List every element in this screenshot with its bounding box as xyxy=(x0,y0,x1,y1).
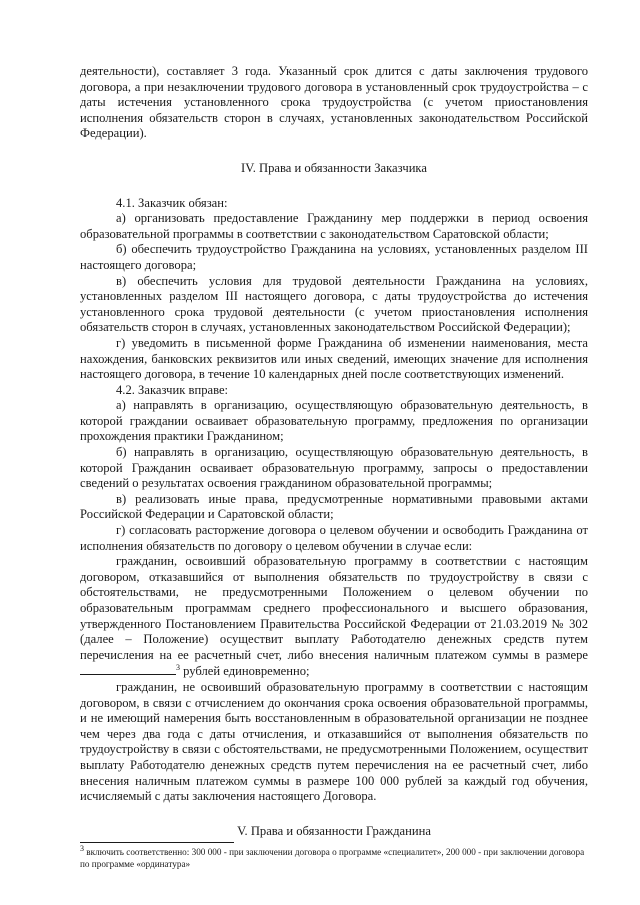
amount-blank-line xyxy=(80,663,176,675)
clause-4-2-d: г) согласовать расторжение договора о целевом обучении и освободить Гражданина от исполнения обязательств по договору о целевом обучении в случае если: xyxy=(80,523,588,553)
footnote-text: включить соответственно: 300 000 - при заключении договора о программе «специалитет», 200 000 - при заключении договора по программе «ординатура» xyxy=(80,847,585,869)
clause-4-1: 4.1. Заказчик обязан: xyxy=(116,195,228,210)
case-2-paragraph: гражданин, не освоивший образовательную программу в соответствии с настоящим договором, в связи с отчислением до окончания срока освоения образовательной программы, и не имеющий намерения быть восстановленным в образовательной организации не позднее чем через два года с даты отчисления, и отказавшийся от выполнения обязательств по трудоустройству в связи с обстоятельствами, не предусмотренными Положением, осуществит выплату Работодателю денежных средств путем перечисления на ее расчетный счет, либо внесения наличным платежом суммы в размере 100 000 рублей за каждый год обучения, исчисляемый с даты заключения настоящего Договора. xyxy=(80,679,588,804)
footnote-divider xyxy=(80,842,234,843)
clause-4-1-c: в) обеспечить условия для трудовой деятельности Гражданина на условиях, установленных разделом III настоящего договора, с даты трудоустройства до истечения установленного срока трудовой деятельности (с учетом приостановления исполнения обязательств сторон в случаях, установленных законодательством Российской Федерации); xyxy=(80,273,588,335)
footnote-ref: 3 xyxy=(176,663,180,673)
clause-4-1-a: а) организовать предоставление Гражданину мер поддержки в период освоения образовательной программы в соответствии с законодательством Саратовской области; xyxy=(80,211,588,241)
continuation-paragraph: деятельности), составляет 3 года. Указанный срок длится с даты заключения трудового договора, а при незаключении трудового договора в установленный срок трудоустройства – с даты истечения установленного срока трудоустройства (с учетом приостановления исполнения обязательств сторон в случаях, установленных законодательством Российской Федерации). xyxy=(80,64,588,141)
section-4-title: IV. Права и обязанности Заказчика xyxy=(241,160,427,175)
footnote xyxy=(80,843,590,870)
document-body xyxy=(80,64,588,839)
footnote-mark: 3 xyxy=(80,843,84,853)
clause-4-2-b: б) направлять в организацию, осуществляющую образовательную деятельность, в которой Гражданин осваивает образовательную программу, запросы о предоставлении сведений о результатах освоения гражданином образовательной программы; xyxy=(80,445,588,491)
case-1-tail: рублей единовременно; xyxy=(180,664,310,679)
clause-4-1-b: б) обеспечить трудоустройство Гражданина на условиях, установленных разделом III настоящего договора; xyxy=(80,242,588,272)
section-5-title: V. Права и обязанности Гражданина xyxy=(237,823,431,838)
clause-4-2-a: а) направлять в организацию, осуществляющую образовательную деятельность, в которой граждании осваивает образовательную программу, предложения по организации прохождения практики Гражданином; xyxy=(80,398,588,444)
clause-4-2-c: в) реализовать иные права, предусмотренные нормативными правовыми актами Российской Федерации и Саратовской области; xyxy=(80,491,588,522)
clause-4-1-d: г) уведомить в письменной форме Гражданина об изменении наименования, места нахождения, банковских реквизитов или иных сведений, имеющих значение для исполнения настоящего договора, в течение 10 календарных дней после соответствующих изменений. xyxy=(80,335,588,382)
case-1-paragraph xyxy=(80,554,588,680)
clause-4-2: 4.2. Заказчик вправе: xyxy=(116,382,229,397)
case-1-text: гражданин, освоивший образовательную программу в соответствии с настоящим договором, отказавшийся от выполнения обязательств по трудоустройству в связи с обстоятельствами, не предусмотренными Положением о целевом обучении по образовательным программам среднего профессионального и высшего образования, утвержденного Постановлением Правительства Российской Федерации от 21.03.2019 № 302 (далее – Положение) осуществит выплату Работодателю денежных средств путем перечисления на ее расчетный счет, либо внесения наличным платежом суммы в размере xyxy=(80,554,588,662)
